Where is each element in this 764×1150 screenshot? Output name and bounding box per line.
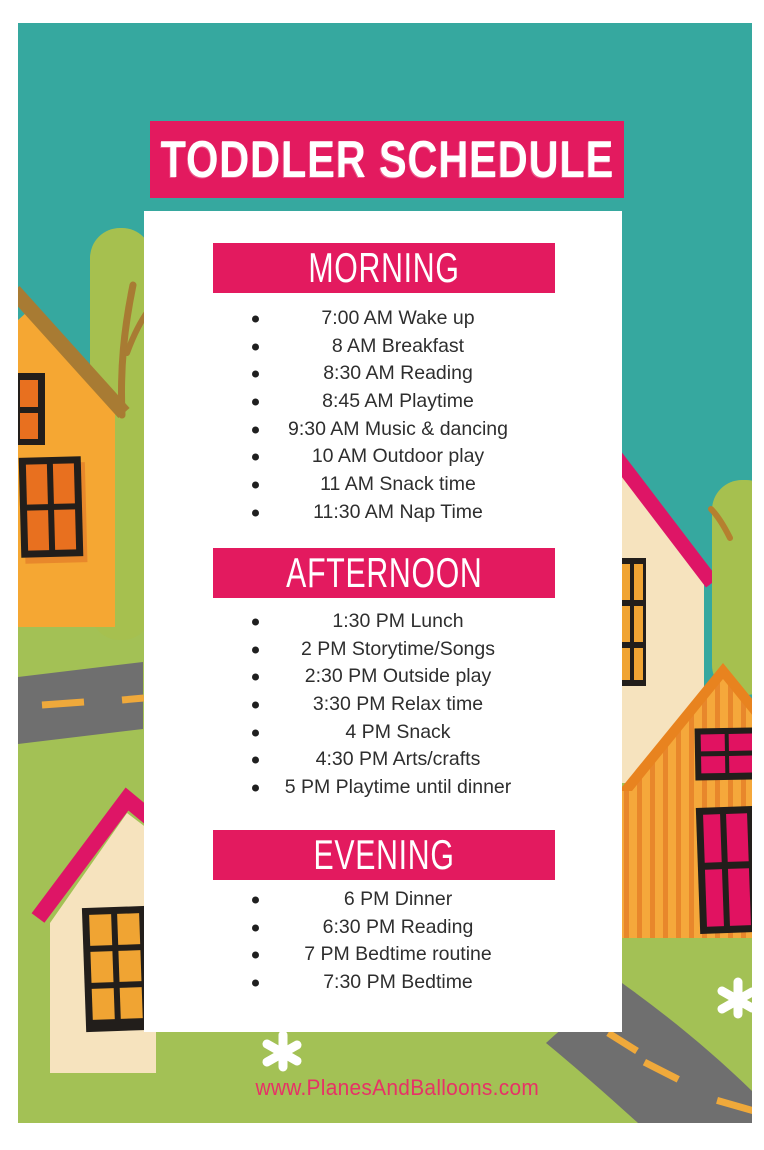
poster-title: TODDLER SCHEDULE	[160, 130, 614, 189]
afternoon-list	[144, 608, 622, 802]
section-banner-evening	[213, 830, 555, 880]
footer-url: www.PlanesAndBalloons.com	[255, 1075, 539, 1100]
poster-background	[18, 23, 752, 1123]
schedule-item: 7:30 PM Bedtime	[144, 969, 622, 997]
footer	[144, 1075, 622, 1105]
schedule-item: 8:45 AM Playtime	[144, 388, 622, 416]
schedule-item: 2 PM Storytime/Songs	[144, 636, 622, 664]
section-label: EVENING	[313, 831, 455, 878]
tree-icon	[711, 480, 752, 695]
schedule-item: 5 PM Playtime until dinner	[144, 774, 622, 802]
evening-list	[144, 886, 622, 997]
morning-list	[144, 305, 622, 527]
schedule-item: 9:30 AM Music & dancing	[144, 416, 622, 444]
title-banner	[150, 121, 624, 198]
schedule-item: 8:30 AM Reading	[144, 360, 622, 388]
section-banner-afternoon	[213, 548, 555, 598]
schedule-item: 6 PM Dinner	[144, 886, 622, 914]
schedule-item: 7:00 AM Wake up	[144, 305, 622, 333]
schedule-card	[144, 211, 622, 1032]
schedule-item: 4 PM Snack	[144, 719, 622, 747]
schedule-item: 7 PM Bedtime routine	[144, 941, 622, 969]
section-banner-morning	[213, 243, 555, 293]
schedule-item: 8 AM Breakfast	[144, 333, 622, 361]
section-label: AFTERNOON	[285, 549, 483, 596]
schedule-item: 3:30 PM Relax time	[144, 691, 622, 719]
schedule-item: 11 AM Snack time	[144, 471, 622, 499]
schedule-item: 4:30 PM Arts/crafts	[144, 746, 622, 774]
schedule-item: 10 AM Outdoor play	[144, 443, 622, 471]
schedule-item: 11:30 AM Nap Time	[144, 499, 622, 527]
schedule-item: 1:30 PM Lunch	[144, 608, 622, 636]
schedule-item: 6:30 PM Reading	[144, 914, 622, 942]
schedule-item: 2:30 PM Outside play	[144, 663, 622, 691]
section-label: MORNING	[308, 244, 460, 291]
